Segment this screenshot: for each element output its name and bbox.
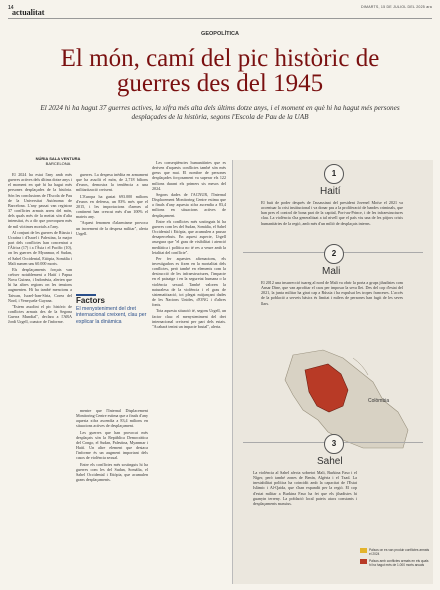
factors-text: El menysteniment del dret internacional creixent, clau per explicar la dinàmica	[76, 306, 147, 325]
section-name: actualitat	[12, 8, 45, 17]
legend-swatch-red	[360, 559, 367, 564]
paragraph: mentre que l'Internal Displacement Monitoring Centre estima que a finals d'any aquesta xifra ascendia a 83,4 milions en situacions actives de desplaçament.	[76, 408, 148, 429]
paragraph: Tota aquesta situació té, segons Urgell, un factor clau: el menysteniment del dret internacional creixent per part dels estats. "Acabarà tenint un impacte brutal", alerta.	[152, 308, 226, 329]
paragraph: Les conseqüències humanitàries que es deriven d'aquests conflictes també són més greus que mai. El nombre de persones desplaçades forçosament va superar els 122 milions durant els primers sis mesos del 2024.	[152, 160, 226, 191]
page-number: 14	[8, 5, 14, 11]
legend-row	[360, 548, 430, 556]
byline	[8, 156, 108, 166]
dateline: DIMARTS, 15 DE JULIOL DEL 2025 ara	[361, 5, 432, 9]
mali-title: Mali	[322, 266, 341, 277]
sahel-text: La violència al Sahel afecta sobretot Mali, Burkina Faso i el Níger, però també zones de Benín, Algèria i el Txad. La inestabilitat política ha coincidit amb la capacitat de l'Estat Islàmic i Al-Qaida, que s'han expandit per la regió. El cop d'estat militar a Burkina Faso ha fet que els jihadistes hi guanyin terreny. La població local pateix atacs constants i desplaçaments massius.	[253, 470, 357, 506]
colombia-label: Colòmbia	[368, 398, 390, 404]
paragraph: Segons dades de l'ACNUR, l'Internal Displacement Monitoring Centre estima que a finals d'any aquesta xifra ascendia a 83,4 milions en situacions actives de desplaçament.	[152, 191, 226, 218]
paragraph: L'Europa ha gastat 693.000 milions d'euros en defensa, un 83% més que el 2015, i les importacions d'armes al continent han crescut més d'un 100% el mateix any.	[76, 193, 148, 220]
legend-row	[360, 559, 430, 567]
kicker: GEOPOLÍTICA	[201, 31, 239, 37]
paragraph: Els desplaçaments forçats van créixer notablement a Haití i Papua Nova Guinea, i Indonèsia, alerten que hi ha altres regions on les tensions augmenten. Hi ha també mencions a Taiwan, Israel-Iran-Síria, Corea del Nord, i Veneçuela-Guyana.	[8, 266, 72, 303]
mali-text: El 2012 una insurrecció tuareg al nord de Mali va obrir la porta a grups jihadistes com Ansar Dine, que van aprofitar el caos per imposar la seva llei. Des del cop d'estat del 2021, la junta militar ha girat cap a Rússia i ha expulsat les tropes franceses. L'accés de la població a serveis bàsics és limitat i milers de persones han fugit de les seves llars.	[261, 280, 403, 306]
sahel-title: Sahel	[317, 456, 343, 467]
paragraph: guerres. La despesa inèdita en armament que ha assolit el món, de 2,718 bilions d'euros, demostra la tendència a una militarització creixent.	[76, 172, 148, 193]
column-2-bottom	[76, 408, 148, 584]
top-rule	[8, 18, 432, 19]
headline: El món, camí del pic històric de guerres des del 1945	[60, 45, 380, 97]
article-column-1	[8, 172, 72, 584]
legend-label: Països on es van produir conflictes armats el 2024	[369, 548, 430, 556]
legend-label: Països amb conflictes armats en els quals hi ha hagut més de 1.000 morts anuals	[369, 559, 429, 567]
paragraph: Entre els conflictes més sostinguts hi ha guerres com les del Sudan, Somàlia, el Sahel Occidental i Etiòpia, que acumulen grans desplaçaments.	[76, 461, 148, 483]
paragraph: Al conjunt de les guerres de Rússia i Ucraïna i d'Israel i Palestina, la major part dels conflictes han concentrat a l'Àfrica (17) i a l'Àsia i el Pacífic (10), on les guerres de Myanmar, el Sudan, el Sahel Occidental, Etiòpia, Somàlia i Mali sumen uns 60.000 morts.	[8, 229, 72, 266]
paragraph: Entre els conflictes més sostinguts hi ha guerres com les del Sudan, Somàlia, el Sahel Occidental i Etiòpia, que acumulen a passar desapercebuts. En aquest aspecte, Urgell assegura que "el grau de visibilitat i atenció mediàtica i política no té res a veure amb la letalitat del conflicte".	[152, 218, 226, 255]
land-shape	[285, 350, 408, 448]
haiti-title: Haití	[320, 186, 341, 197]
factors-title: Factors	[76, 296, 105, 305]
legend-swatch-yellow	[360, 548, 367, 553]
factors-callout	[76, 296, 148, 406]
paragraph: "Estem assolint el pic històric de conflictes armats des de la Segona Guerra Mundial", declara a l'ARA Jordi Urgell, coautor de l'informe.	[8, 303, 72, 325]
haiti-text: El buit de poder després de l'assassinat del president Jovenel Moïse el 2021 va accentuar la crisi institucional i va donar pas a la proliferació de bandes criminals, que han pres el control de bona part de la capital, Port-au-Prince, i de les infraestructures clau. La violència s'ha generalitzat a tal nivell que el país viu una de les pitjors crisis humanitàries de la regió, amb més d'un milió de desplaçats interns.	[261, 200, 403, 226]
paragraph: El 2024 ha estat l'any amb més guerres actives dels últims dotze anys i el moment en què hi ha hagut més persones desplaçades de la història. Són les conclusions de l'Escola de Pau de la Universitat Autònoma de Barcelona. L'any passat van registrar 37 conflictes armats arreu del món, dels quals més de la meitat són d'alta intensitat, és a dir que provoquen més de mil víctimes mortals a l'any.	[8, 172, 72, 229]
paragraph: Les guerres que han provocat més desplaçats són la República Democràtica del Congo, el Sudan, Palestina, Myanmar i Haití. Un altre element que destaca l'informe és un augment important dels casos de violència sexual.	[76, 429, 148, 461]
paragraph: Per fer aquestes afirmacions, els investigadors es fixen en la mortalitat dels conflictes, però també en elements com la destrucció de les infraestructures, l'impacte en el paisatge i en la seguretat humana o la violència sexual. També valoren la naturalesa de la violència i el grau de sistematització, tot plegat mitjançant dades de les Nacions Unides, d'ONG i d'altres fonts.	[152, 255, 226, 308]
sahel-number: 3	[324, 434, 344, 454]
conflict-panel	[232, 160, 433, 584]
top-bar	[8, 3, 432, 17]
map-legend	[360, 548, 430, 570]
haiti-number: 1	[324, 164, 344, 184]
byline-place: BARCELONA	[45, 161, 71, 166]
deck: El 2024 hi ha hagut 37 guerres actives, la xifra més alta dels últims dotze anys, i el moment en què hi ha hagut més persones desplaçades de la història, segons l'Escola de Pau de la UAB	[40, 104, 400, 121]
article-column-3	[152, 160, 226, 584]
column-2-top	[76, 172, 148, 296]
paragraph: "Aquest fenomen d'alarmisme provoca un increment de la despesa militar", alerta Urgell.	[76, 220, 148, 236]
byline-name: NÚRIA SALA VENTURA	[35, 156, 81, 161]
mali-number: 2	[324, 244, 344, 264]
